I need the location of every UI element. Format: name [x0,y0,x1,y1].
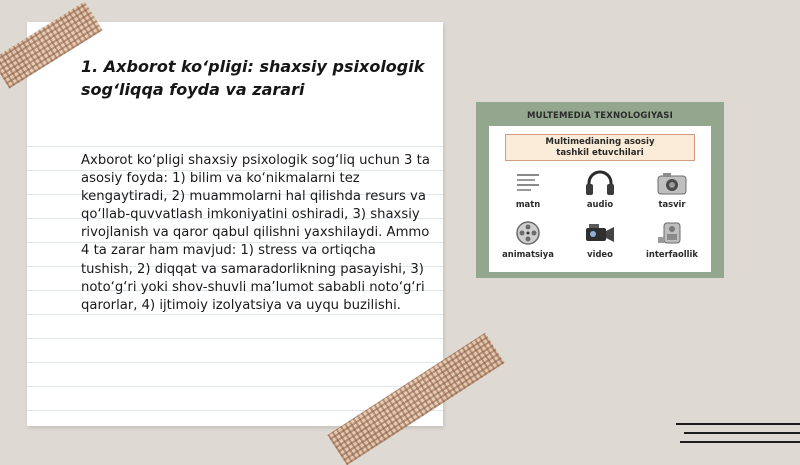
component-label: animatsiya [502,249,554,259]
component-label: tasvir [658,199,686,209]
headphones-icon [583,170,617,196]
film-reel-icon [511,220,545,246]
figure-box-title [505,134,695,161]
paper-rule [27,386,443,387]
interactive-figure-icon [655,220,689,246]
component-interactivity [639,220,705,259]
notebook-paper [27,22,443,426]
paper-rule [27,362,443,363]
slide-body-text: Axborot ko‘pligi shaxsiy psixologik sog‘liq uchun 3 ta asosiy foyda: 1) bilim va ko‘nikmalarni tez kengaytiradi, 2) muammolarni hal qilishda resurs va qo‘llab-quvvatlash imkoniyatini oshiradi, 3) shaxsiy rivojlanish va qaror qabul qilishni yaxshilaydi. Ammo 4 ta zarar ham mavjud: 1) stress va ortiqcha tushish, 2) diqqat va samaradorlikning pasayishi, 3) noto‘g‘ri yoki shov-shuvli ma’lumot sababli noto‘g‘ri qarorlar, 4) ijtimoiy izolyatsiya va uyqu buzilishi. [81,153,430,313]
figure-box-title-text: Multimedianing asosiy tashkil etuvchilari [545,137,655,158]
multimedia-figure [476,102,724,278]
component-audio [567,170,633,209]
component-text [495,170,561,209]
camera-icon [655,170,689,196]
component-label: audio [586,199,614,209]
text-lines-icon [511,170,545,196]
component-video [567,220,633,259]
video-camera-icon [583,220,617,246]
slide-title: 1. Axborot ko‘pligi: shaxsiy psixologik sog‘liqqa foyda va zarari [81,57,425,99]
component-image [639,170,705,209]
component-label: matn [515,199,541,209]
decorative-line [684,432,800,434]
figure-heading: MULTEMEDIA TEXNOLOGIYASI [527,111,673,121]
component-animation [495,220,561,259]
paper-rule [27,146,443,147]
decorative-line [680,441,800,443]
decorative-line [676,423,800,425]
figure-panel [489,126,711,272]
paper-rule [27,338,443,339]
component-label: video [587,249,613,259]
component-label: interfaollik [646,249,698,259]
